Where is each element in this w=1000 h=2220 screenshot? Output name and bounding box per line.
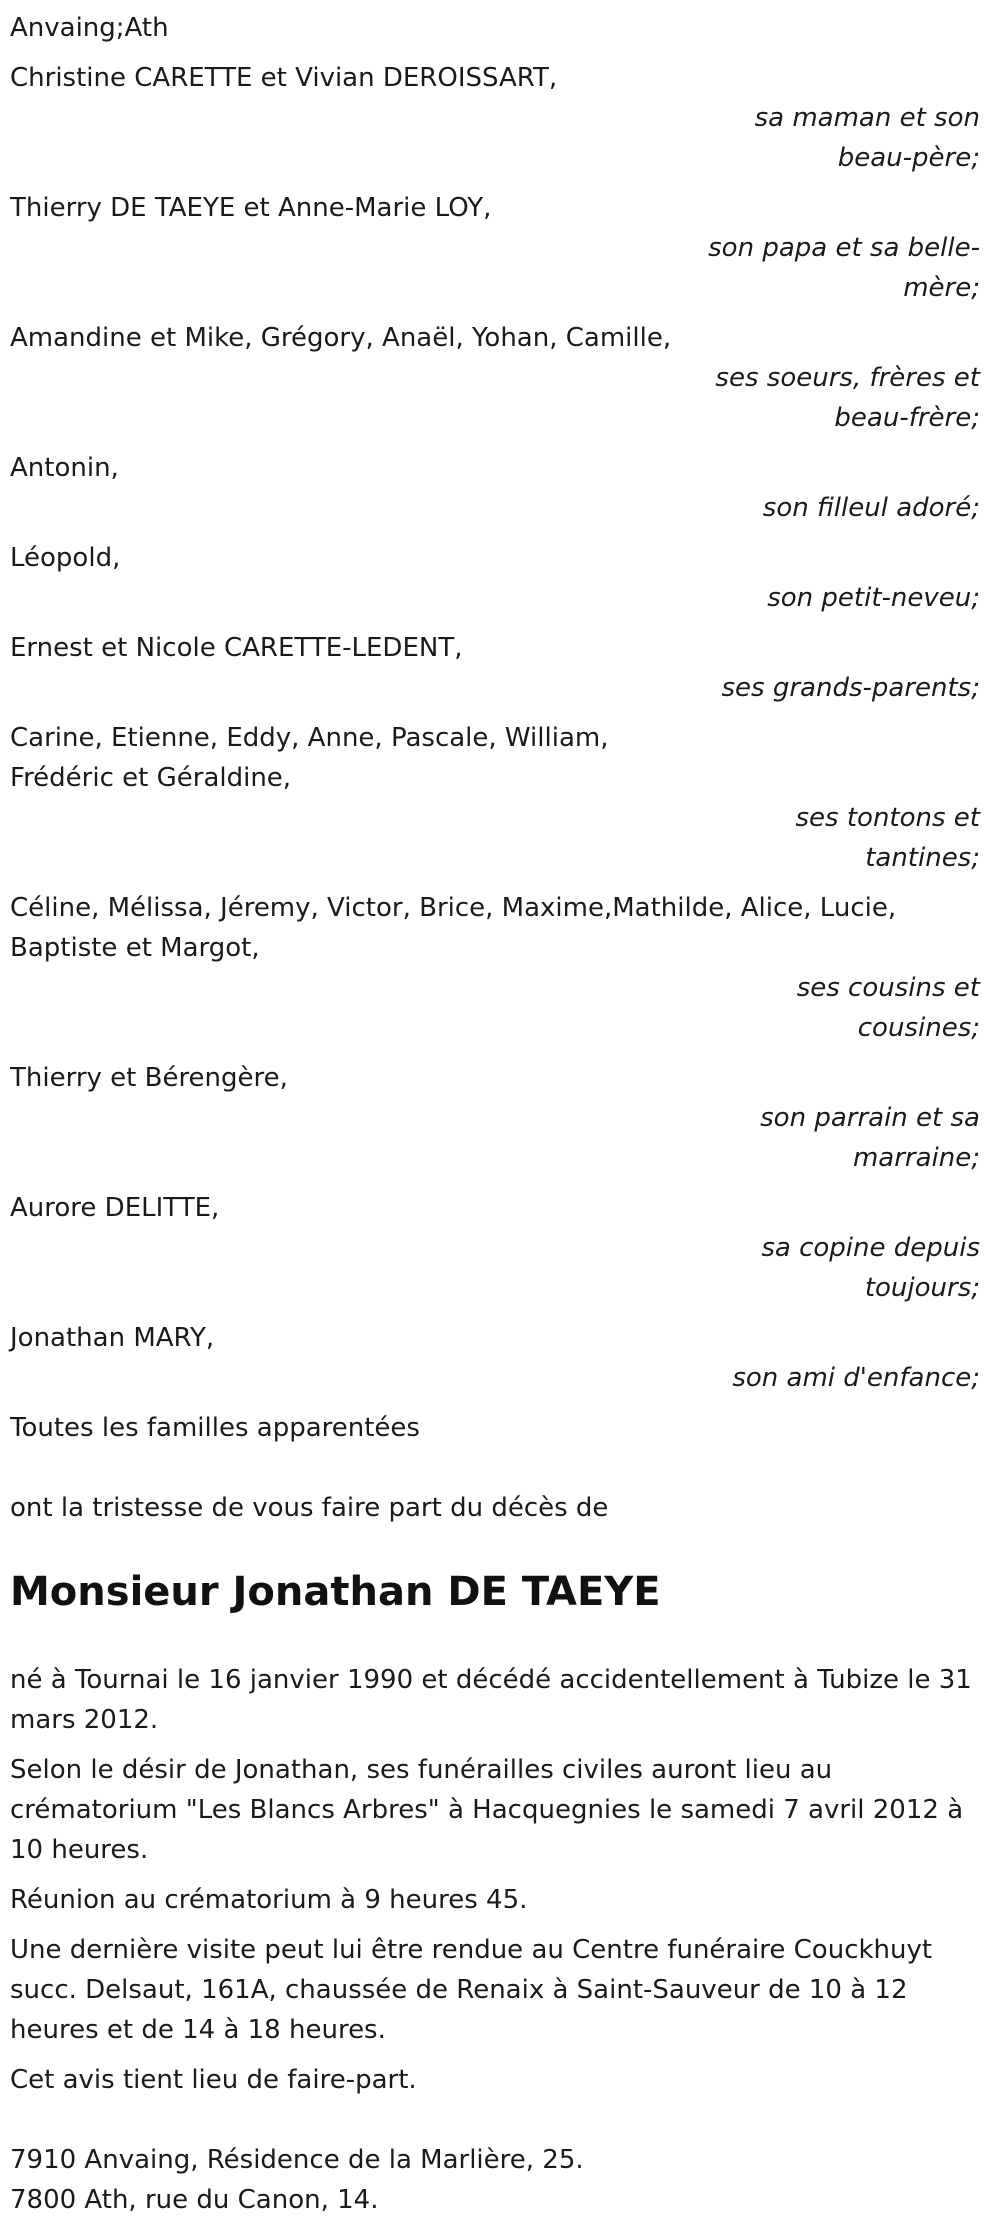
family-names: Christine CARETTE et Vivian DEROISSART, (10, 63, 558, 93)
detail-paragraph: Une dernière visite peut lui être rendue au Centre funéraire Couckhuyt succ. Delsaut, 161A, chaussée de Renaix à Saint-Sauveur de 10 à 12 heures et de 14 à 18 heures. (10, 1935, 933, 2045)
family-names: Aurore DELITTE, (10, 1193, 220, 1223)
family-relation: son filleul adoré; (762, 493, 980, 523)
family-relation: sa maman et son beau-père; (754, 103, 980, 173)
family-relation: son parrain et sa marraine; (760, 1103, 980, 1173)
family-relation: ses soeurs, frères et beau-frère; (715, 363, 980, 433)
family-entry (10, 448, 990, 528)
addresses (10, 2140, 990, 2220)
family-entry (10, 1058, 990, 1178)
family-relation: ses grands-parents; (721, 673, 980, 703)
family-names: Thierry DE TAEYE et Anne-Marie LOY, (10, 193, 492, 223)
family-names: Carine, Etienne, Eddy, Anne, Pascale, William, Frédéric et Géraldine, (10, 723, 609, 793)
deceased-name: Monsieur Jonathan DE TAEYE (10, 1569, 661, 1615)
family-relation: ses cousins et cousines; (796, 973, 980, 1043)
family-entry (10, 1318, 990, 1398)
family-list (10, 58, 990, 1398)
family-names: Amandine et Mike, Grégory, Anaël, Yohan, Camille, (10, 323, 672, 353)
family-names: Thierry et Bérengère, (10, 1063, 288, 1093)
family-entry (10, 888, 990, 1048)
family-names: Ernest et Nicole CARETTE-LEDENT, (10, 633, 463, 663)
family-names: Céline, Mélissa, Jéremy, Victor, Brice, Maxime,Mathilde, Alice, Lucie, Baptiste et Margot, (10, 893, 897, 963)
family-relation: son ami d'enfance; (732, 1363, 980, 1393)
address-line: 7910 Anvaing, Résidence de la Marlière, 25. (10, 2145, 584, 2175)
detail-paragraph: Selon le désir de Jonathan, ses funérailles civiles auront lieu au crématorium "Les Blancs Arbres" à Hacquegnies le samedi 7 avril 2012 à 10 heures. (10, 1755, 964, 1865)
family-names: Léopold, (10, 543, 121, 573)
family-entry (10, 188, 990, 308)
family-names: Jonathan MARY, (10, 1323, 215, 1353)
location-header: Anvaing;Ath (10, 13, 169, 43)
related-families: Toutes les familles apparentées (10, 1413, 420, 1443)
family-relation: son petit-neveu; (767, 583, 980, 613)
family-entry (10, 538, 990, 618)
funeral-details (10, 1660, 990, 2100)
detail-paragraph: Réunion au crématorium à 9 heures 45. (10, 1885, 528, 1915)
family-entry (10, 1188, 990, 1308)
family-entry (10, 58, 990, 178)
detail-paragraph: Cet avis tient lieu de faire-part. (10, 2065, 417, 2095)
family-relation: ses tontons et tantines; (795, 803, 980, 873)
detail-paragraph: né à Tournai le 16 janvier 1990 et décédé accidentellement à Tubize le 31 mars 2012. (10, 1665, 972, 1735)
family-relation: son papa et sa belle-mère; (708, 233, 980, 303)
announcement-text: ont la tristesse de vous faire part du décès de (10, 1493, 609, 1523)
family-entry (10, 318, 990, 438)
family-entry (10, 718, 990, 878)
family-relation: sa copine depuis toujours; (761, 1233, 980, 1303)
family-names: Antonin, (10, 453, 119, 483)
family-entry (10, 628, 990, 708)
address-line: 7800 Ath, rue du Canon, 14. (10, 2185, 379, 2215)
